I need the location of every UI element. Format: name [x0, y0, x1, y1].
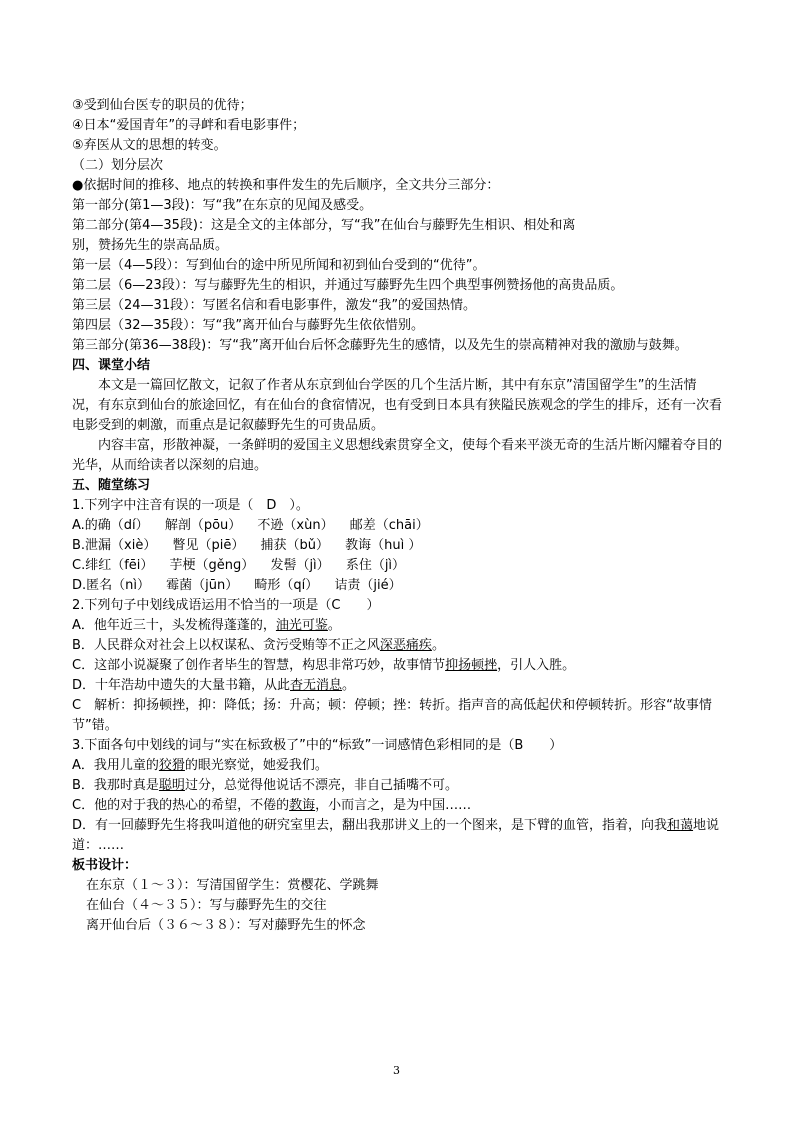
part-one: 第一部分(第1—3段)：写“我”在东京的见闻及感受。	[72, 198, 373, 213]
question-option: D．十年浩劫中遗失的大量书籍，从此杳无消息。	[72, 678, 356, 693]
layer-four: 第四层（32—35段）：写“我”离开仙台与藤野先生依依惜别。	[72, 318, 425, 333]
underlined-word: 蔼	[680, 818, 694, 833]
board-design-heading: 板书设计：	[72, 858, 138, 873]
question-option: D.匿名（nì） 霉菌（jūn） 畸形（qí） 诘责（jié）	[72, 578, 402, 593]
question-option: A．我用儿童的狡猾的眼光察觉，她爱我们。	[72, 758, 328, 773]
section-heading-layers: （二）划分层次	[72, 158, 164, 173]
question-stem: 2.下列句子中划线成语运用不恰当的一项是（C ）	[72, 598, 380, 613]
question-option: B.泄漏（xiè） 瞥见（piē） 捕获（bǔ） 教诲（huì ）	[72, 538, 422, 553]
part-two: 第二部分(第4—35段)：这是全文的主体部分，写“我”在仙台与藤野先生相识、相处和离	[72, 218, 576, 233]
question-analysis: C 解析：抑扬顿挫，抑：降低；扬：升高；顿：停顿；挫：转折。指声音的高低起伏和停顿转折。形容“故事情节”错。	[72, 698, 712, 733]
section-heading-exercise: 五、随堂练习	[72, 478, 151, 493]
question-option: A．他年近三十，头发梳得蓬蓬的，油光可鉴。	[72, 618, 341, 633]
part-three: 第三部分(第36—38段)：写“我”离开仙台后怀念藤野先生的感情，以及先生的崇高精神对我的激励与鼓舞。	[72, 338, 688, 353]
layer-one: 第一层（4—5段）：写到仙台的途中所见所闻和初到仙台受到的“优待”。	[72, 258, 486, 273]
summary-paragraph: 内容丰富，形散神凝，一条鲜明的爱国主义思想线索贯穿全文，使每个看来平淡无奇的生活片断闪耀着夺目的光华，从而给读者以深刻的启迪。	[72, 438, 723, 473]
underlined-word: 教诲	[289, 798, 316, 813]
underlined-idiom: 抑扬顿挫	[445, 658, 498, 673]
list-item: ③受到仙台医专的职员的优待；	[72, 98, 253, 113]
list-item: ⑤弃医从文的思想的转变。	[72, 138, 227, 153]
underlined-word: 狡猾	[158, 758, 185, 773]
question-stem: 3.下面各句中划线的词与“实在标致极了”中的“标致”一词感情色彩相同的是（B ）	[72, 738, 563, 753]
question-option: C．他的对于我的热心的希望，不倦的教诲，小而言之，是为中国……	[72, 798, 472, 813]
document-body	[72, 96, 722, 936]
board-row: 在东京（１～３）：写清国留学生：赏樱花、学跳舞	[86, 878, 379, 893]
summary-paragraph: 本文是一篇回忆散文，记叙了作者从东京到仙台学医的几个生活片断，其中有东京”清国留学生”的生活情况，有东京到仙台的旅途回忆，有在仙台的食宿情况，也有受到日本具有狭隘民族观念的学生的排斥，还有一次看电影受到的刺激，而重点是记叙藤野先生的可贵品质。	[72, 378, 723, 433]
layer-two: 第二层（6—23段）：写与藤野先生的相识，并通过写藤野先生四个典型事例赞扬他的高贵品质。	[72, 278, 624, 293]
board-row: 离开仙台后（３６～３８）：写对藤野先生的怀念	[86, 918, 366, 933]
question-option: C.绯红（fēi） 芋梗（gěnɡ） 发髻（jì） 系住（jì）	[72, 558, 406, 573]
question-option: A.的确（dí） 解剖（pōu） 不逊（xùn） 邮差（chāi）	[72, 518, 429, 533]
question-stem: 1.下列字中注音有误的一项是（ D ）。	[72, 498, 309, 513]
question-option: C．这部小说凝聚了创作者毕生的智慧，构思非常巧妙，故事情节抑扬顿挫，引人入胜。	[72, 658, 576, 673]
layers-intro: ●依据时间的推移、地点的转换和事件发生的先后顺序，全文共分三部分：	[72, 178, 500, 193]
section-heading-summary: 四、课堂小结	[72, 358, 151, 373]
question-option: D．有一回藤野先生将我叫道他的研究室里去，翻出我那讲义上的一个图来，是下臂的血管，指着，向我和蔼地说道：……	[72, 818, 720, 853]
underlined-idiom: 深恶痛疾	[379, 638, 432, 653]
question-option: B．我那时真是聪明过分，总觉得他说话不漂亮，非自己插嘴不可。	[72, 778, 458, 793]
question-option: B．人民群众对社会上以权谋私、贪污受贿等不正之风深恶痛疾。	[72, 638, 445, 653]
list-item: ④日本“爱国青年”的寻衅和看电影事件；	[72, 118, 306, 133]
part-two-cont: 别，赞扬先生的崇高品质。	[72, 238, 229, 253]
underlined-idiom: 杳无消息	[290, 678, 343, 693]
underlined-word: 聪明	[158, 778, 185, 793]
board-row: 在仙台（４～３５）：写与藤野先生的交往	[86, 898, 327, 913]
underlined-idiom: 油光可鉴	[275, 618, 328, 633]
underlined-word: 和	[667, 818, 681, 833]
layer-three: 第三层（24—31段）：写匿名信和看电影事件，激发“我”的爱国热情。	[72, 298, 477, 313]
page-number: 3	[393, 1064, 400, 1077]
